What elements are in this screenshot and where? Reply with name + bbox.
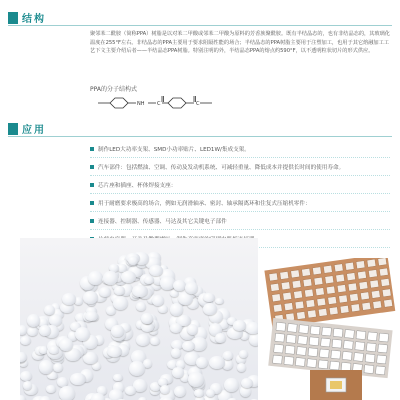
pellet	[129, 361, 145, 376]
pellet	[187, 324, 198, 335]
pellet	[88, 271, 102, 285]
led-cell	[340, 305, 349, 313]
led-cell	[368, 270, 377, 278]
led-cell	[315, 288, 324, 296]
led-cell	[378, 344, 388, 353]
led-cell	[291, 270, 300, 278]
led-cell	[384, 299, 393, 307]
led-cell	[292, 280, 301, 288]
pellet	[196, 357, 208, 368]
bullet-icon	[90, 183, 94, 187]
led-cell	[347, 273, 356, 281]
led-cell	[269, 273, 278, 281]
pellet	[215, 298, 224, 305]
section-marker-icon	[8, 123, 18, 135]
pellet	[237, 363, 246, 372]
led-cell	[367, 332, 377, 341]
led-cell	[321, 338, 331, 347]
led-cell	[307, 310, 316, 318]
led-cell	[358, 271, 367, 279]
led-cell	[302, 268, 311, 276]
led-cell	[309, 337, 319, 346]
led-cell	[336, 274, 345, 282]
led-cell	[319, 349, 329, 358]
pellet	[125, 386, 137, 395]
led-cell	[375, 366, 385, 375]
list-item: 制作LED大功率支架、SMD小功率贴片、LED1W/集成支架。	[90, 140, 390, 158]
led-cell	[356, 331, 366, 340]
led-leadframe-photo	[262, 258, 400, 400]
pellet	[121, 271, 136, 283]
led-cell	[329, 307, 338, 315]
led-cell	[322, 327, 332, 336]
led-cell	[330, 361, 340, 370]
led-cell	[285, 345, 295, 354]
pellet	[53, 363, 63, 372]
pellet	[174, 386, 186, 397]
list-item: 汽车部件：包括燃油、空调、传动及发动机系统、可减轻重量、降低成本并提供长时间的使用寿命。	[90, 158, 390, 176]
section-marker-icon	[8, 12, 18, 24]
led-cell	[273, 304, 282, 312]
c-group-2: C	[196, 101, 200, 107]
led-cell	[270, 283, 279, 291]
led-cell	[280, 271, 289, 279]
pellet	[59, 338, 73, 352]
led-cell	[343, 340, 353, 349]
led-cell	[351, 304, 360, 312]
led-cell	[354, 353, 364, 362]
led-cell	[359, 281, 368, 289]
led-cell	[348, 283, 357, 291]
led-cell	[366, 343, 376, 352]
pellet	[215, 333, 226, 343]
pellet	[39, 360, 53, 374]
pellet	[27, 327, 38, 337]
led-cell	[318, 360, 328, 369]
led-cell	[276, 322, 286, 331]
led-cell	[275, 333, 285, 342]
led-cell	[337, 285, 346, 293]
pellet	[107, 346, 122, 358]
pellet	[158, 305, 168, 313]
pellet	[149, 265, 163, 276]
pellet	[150, 337, 160, 345]
led-cell	[325, 276, 334, 284]
pellet	[203, 293, 215, 303]
structure-paragraph: 聚邻苯二酰胺（简称PPA）树脂是以对苯二甲酸或邻苯二甲酸为原料的芳香族聚酰胺。既有半结晶态的，也有非结晶态的，其玻璃化温度在255°F左右。非结晶态的PPA主要用于要求阻隔性能的场合；半结晶态的PPA树脂主要用于注塑加工，也用于其它熔融加工工艺下文主要介绍后者——半结晶态PPA树脂。特别注明的外，半结晶态PPA的熔点约590°F，以不透明粒状切片的形式供应。	[90, 31, 390, 55]
led-cell	[303, 279, 312, 287]
led-cell	[332, 339, 342, 348]
led-cell	[317, 298, 326, 306]
led-cell	[294, 291, 303, 299]
led-cell	[305, 289, 314, 297]
molecular-structure-diagram	[96, 94, 296, 112]
section-divider	[8, 136, 392, 137]
led-cell	[378, 258, 387, 266]
led-cell	[350, 293, 359, 301]
nh-group-1: NH	[137, 101, 145, 107]
led-cell	[295, 301, 304, 309]
led-cell	[295, 358, 305, 367]
pellet	[224, 378, 239, 392]
led-cell	[307, 359, 317, 368]
led-cell	[364, 365, 374, 374]
led-cell	[379, 268, 388, 276]
pellet	[128, 256, 138, 265]
pellet	[141, 313, 153, 324]
led-cell	[339, 295, 348, 303]
led-cell	[342, 351, 352, 360]
pellet	[99, 287, 111, 296]
pellet	[241, 378, 253, 388]
led-cell	[381, 278, 390, 286]
led-cell	[328, 296, 337, 304]
pellet	[23, 381, 32, 390]
pellet	[27, 314, 40, 326]
pellet	[20, 325, 27, 335]
bullet-icon	[90, 165, 94, 169]
led-cell	[314, 277, 323, 285]
pellet	[172, 367, 184, 378]
pellet	[59, 386, 75, 400]
pellet	[132, 285, 148, 297]
led-cell	[345, 262, 354, 270]
pellet	[103, 271, 118, 285]
pellet	[113, 296, 128, 310]
pellet	[188, 372, 203, 387]
led-cell	[308, 348, 318, 357]
pellet	[170, 303, 183, 315]
led-cell	[298, 336, 308, 345]
led-cell	[371, 290, 380, 298]
led-cell	[379, 333, 389, 342]
section-divider	[8, 25, 392, 26]
led-cell	[326, 286, 335, 294]
led-cell	[333, 328, 343, 337]
led-cell	[273, 355, 283, 364]
led-cell	[323, 265, 332, 273]
pellet	[182, 341, 195, 351]
pellet	[245, 322, 258, 334]
led-cell	[274, 344, 284, 353]
led-cell	[367, 259, 376, 267]
led-cell	[377, 355, 387, 364]
pellet	[223, 351, 234, 359]
led-cell	[341, 362, 351, 371]
section-title: 结构	[22, 14, 46, 25]
pellet	[39, 396, 51, 400]
led-cell	[334, 264, 343, 272]
pellet	[113, 374, 123, 382]
application-list	[90, 140, 390, 248]
led-cell	[287, 323, 297, 332]
section-header-application	[8, 121, 46, 136]
pellet	[209, 356, 225, 369]
led-cell	[284, 356, 294, 365]
pellet	[57, 377, 68, 387]
led-cell	[331, 350, 341, 359]
pellet	[144, 276, 154, 283]
pellet	[91, 393, 105, 400]
led-cell	[299, 325, 309, 334]
led-cell	[360, 292, 369, 300]
pellet	[49, 346, 58, 353]
led-cell	[318, 308, 327, 316]
led-cell	[284, 303, 293, 311]
section-title: 应用	[22, 125, 46, 136]
pellet	[160, 385, 170, 394]
led-cell	[272, 294, 281, 302]
led-cell	[362, 302, 371, 310]
bullet-icon	[90, 201, 94, 205]
pellet	[85, 311, 98, 321]
pellet	[83, 352, 98, 364]
pellet	[114, 286, 124, 295]
led-cell	[286, 334, 296, 343]
led-cell	[306, 300, 315, 308]
led-cell	[355, 342, 365, 351]
led-cell	[281, 282, 290, 290]
c-group-1: C	[157, 101, 161, 107]
list-item: 用于耐磨要求极高的场合，例如无润滑轴承、密封、轴承隔离环和住复式压缩机零件：	[90, 194, 390, 212]
pellet	[203, 303, 217, 315]
bullet-icon	[90, 147, 94, 151]
formula-label: PPA的分子结构式	[90, 86, 137, 93]
pellet	[239, 350, 249, 359]
led-cell	[373, 301, 382, 309]
led-cell	[370, 280, 379, 288]
pellet	[136, 334, 150, 346]
list-item: 连接器、控制器、传感器、马达及其它关键电子部件	[90, 212, 390, 230]
led-cell	[312, 267, 321, 275]
pellet	[39, 325, 51, 337]
pellet	[136, 302, 146, 311]
led-cell	[283, 292, 292, 300]
led-cell	[365, 354, 375, 363]
led-cell	[345, 329, 355, 338]
led-cell	[297, 347, 307, 356]
pellet	[233, 320, 247, 330]
pellet	[20, 336, 31, 345]
list-item: 芯片座和插座、杯体焊接支座：	[90, 176, 390, 194]
pellet	[249, 333, 258, 346]
led-cell	[382, 289, 391, 297]
led-cell	[297, 311, 306, 319]
bullet-icon	[90, 219, 94, 223]
pellet	[171, 348, 181, 358]
pellet	[173, 280, 186, 291]
pellet	[111, 325, 123, 337]
pellets-photo	[20, 238, 258, 400]
led-cell	[356, 261, 365, 269]
pellet	[46, 385, 56, 393]
section-header-structure	[8, 10, 46, 25]
pellet	[20, 371, 32, 381]
led-cell	[310, 326, 320, 335]
pellet	[185, 282, 198, 294]
pellet	[70, 373, 86, 385]
pellet	[83, 291, 98, 303]
